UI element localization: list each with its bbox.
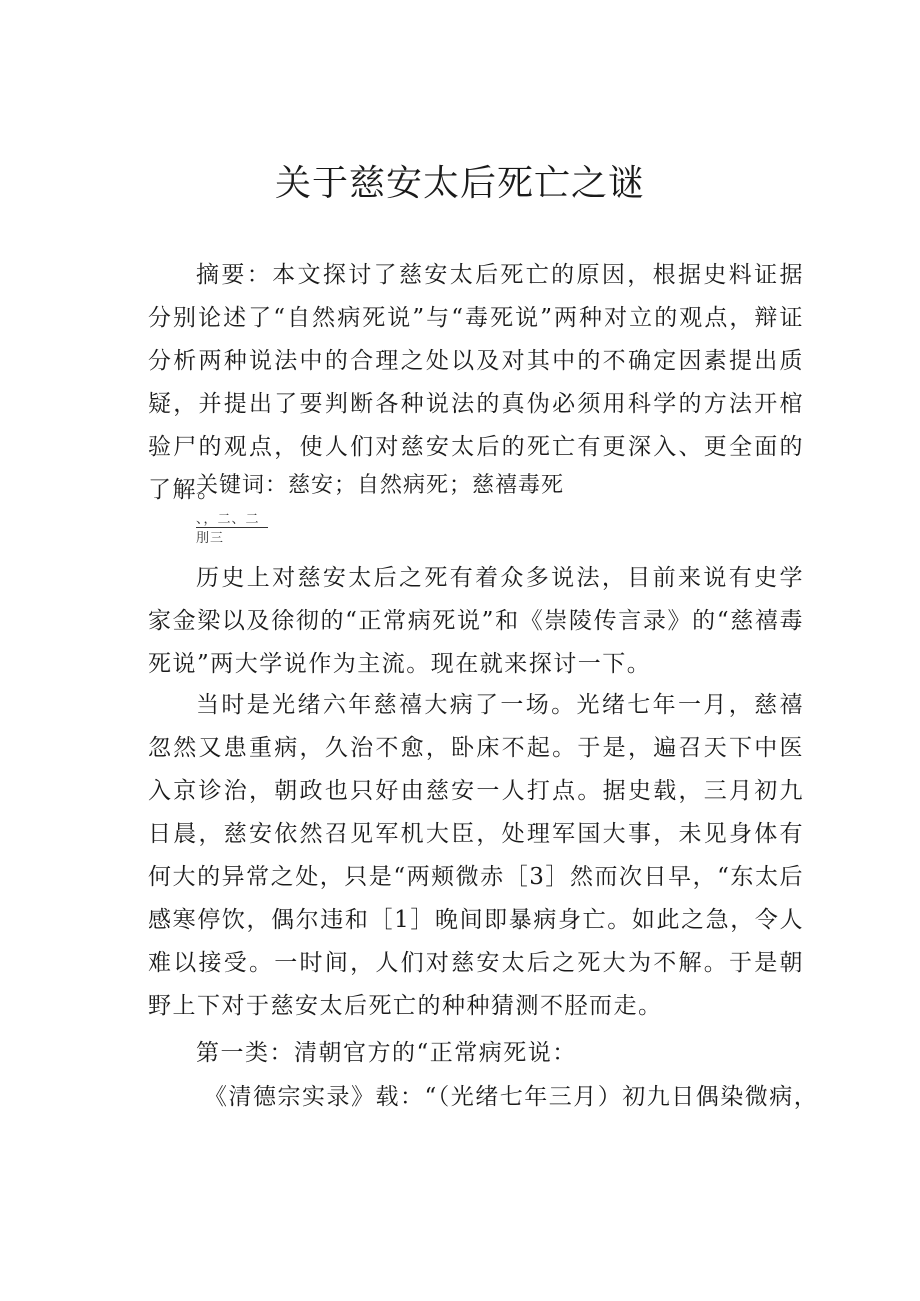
ocr-artifact-bottom: 刖三 — [196, 531, 225, 546]
quote-line: 《清德宗实录》载：“（光绪七年三月）初九日偶染微病， — [204, 1084, 819, 1110]
ocr-artifact — [196, 512, 268, 546]
abstract-paragraph: 摘要：本文探讨了慈安太后死亡的原因，根据史料证据分别论述了“自然病死说”与“毒死说”两种对立的观点，辩证分析两种说法中的合理之处以及对其中的不确定因素提出质疑，并提出了要判断各种说法的真伪必须用科学的方法开棺验尸的观点，使人们对慈安太后的死亡有更深入、更全面的了解。 — [148, 262, 804, 503]
body-paragraph-intro: 历史上对慈安太后之死有着众多说法，目前来说有史学家金梁以及徐彻的“正常病死说”和《崇陵传言录》的“慈禧毒死说”两大学说作为主流。现在就来探讨一下。 — [148, 565, 804, 677]
keywords-line: 关键词：慈安；自然病死；慈禧毒死 — [196, 473, 565, 498]
body-paragraph-history: 当时是光绪六年慈禧大病了一场。光绪七年一月，慈禧忽然又患重病，久治不愈，卧床不起。于是，遍召天下中医入京诊治，朝政也只好由慈安一人打点。据史载，三月初九日晨，慈安依然召见军机大臣，处理军国大事，未见身体有何大的异常之处，只是“两颊微赤［3］然而次日早，“东太后感寒停饮，偶尔违和［1］晚间即暴病身亡。如此之急，令人难以接受。一时间，人们对慈安太后之死大为不解。于是朝野上下对于慈安太后死亡的种种猜测不胫而走。 — [148, 692, 804, 1019]
document-title: 关于慈安太后死亡之谜 — [274, 163, 645, 204]
section-heading: 第一类：清朝官方的“正常病死说： — [196, 1040, 577, 1066]
ocr-artifact-top: 、，二、二 — [196, 512, 268, 528]
